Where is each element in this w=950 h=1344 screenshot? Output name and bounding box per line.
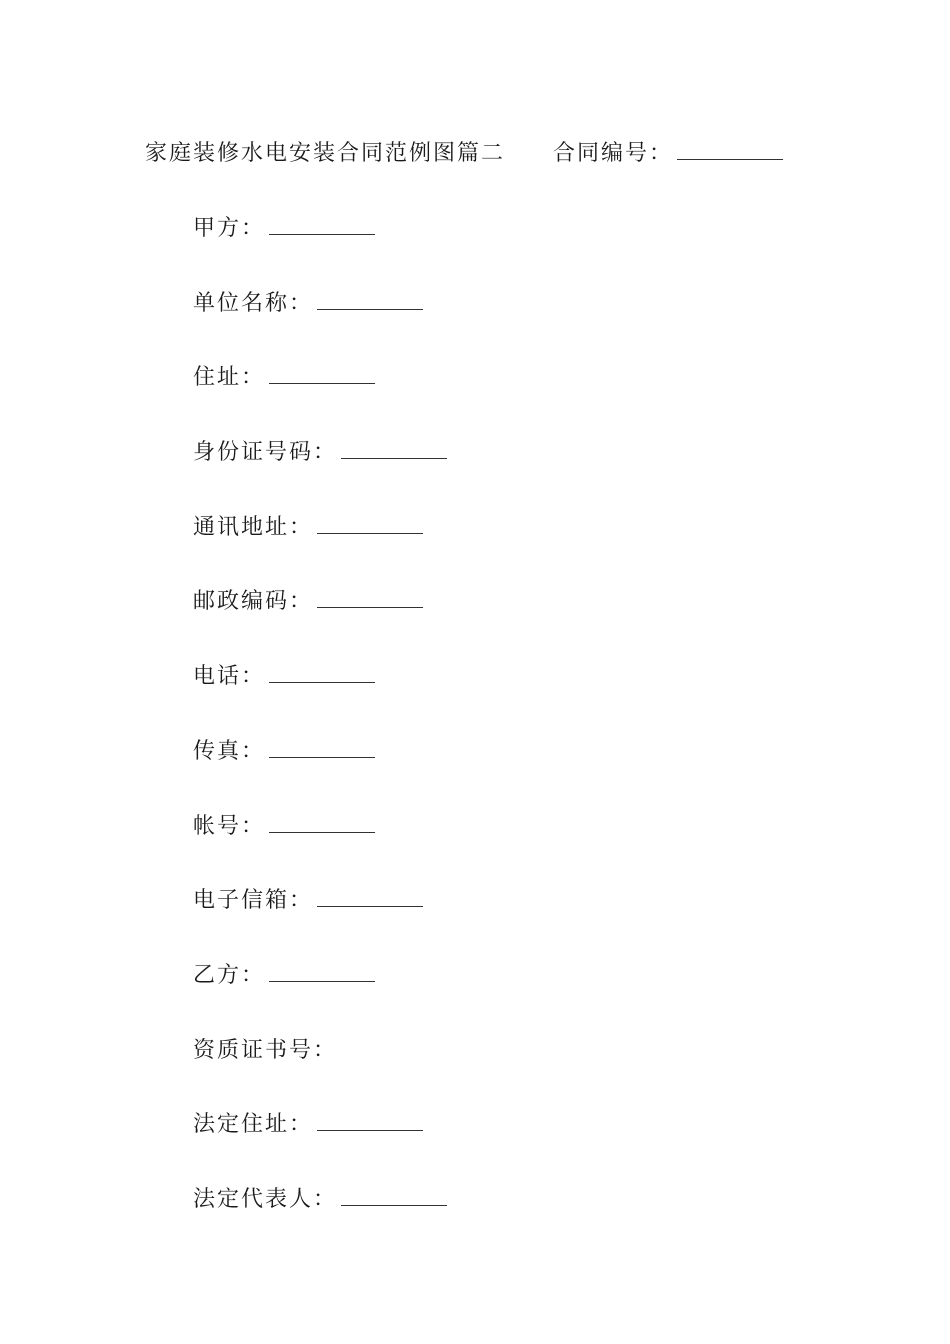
form-field-row: [193, 360, 447, 435]
form-field-row: [193, 435, 447, 510]
form-field-row: [193, 958, 447, 1033]
field-blank-line: [341, 440, 447, 459]
field-label: 住址：: [193, 365, 266, 391]
field-label: 法定代表人：: [193, 1186, 338, 1212]
contract-number-field: [553, 136, 783, 167]
form-field-row: [193, 734, 447, 809]
field-label: 电话：: [193, 664, 266, 690]
field-label: 身份证号码：: [193, 440, 338, 466]
field-blank-line: [269, 814, 375, 833]
field-label: 单位名称：: [193, 290, 314, 316]
contract-number-label: 合同编号：: [553, 141, 674, 166]
field-blank-line: [269, 664, 375, 683]
field-blank-line: [341, 1187, 447, 1206]
field-blank-line: [269, 365, 375, 384]
field-label: 乙方：: [193, 962, 266, 988]
contract-number-blank: [677, 141, 783, 160]
form-field-row: [193, 1107, 447, 1182]
field-label: 资质证书号：: [193, 1037, 338, 1063]
field-label: 法定住址：: [193, 1112, 314, 1138]
form-field-row: [193, 883, 447, 958]
form-field-row: [193, 1033, 447, 1108]
form-field-row: [193, 286, 447, 361]
form-field-row: [193, 584, 447, 659]
field-blank-line: [317, 888, 423, 907]
field-blank-line: [317, 589, 423, 608]
field-blank-line: [317, 291, 423, 310]
header-line: [145, 136, 783, 167]
field-blank-line: [317, 1112, 423, 1131]
party-info-fields: [193, 211, 447, 1257]
field-label: 电子信箱：: [193, 888, 314, 914]
form-field-row: [193, 659, 447, 734]
document-title: 家庭装修水电安装合同范例图篇二: [145, 141, 506, 166]
form-field-row: [193, 211, 447, 286]
field-label: 邮政编码：: [193, 589, 314, 615]
field-label: 通讯地址：: [193, 514, 314, 540]
field-label: 甲方：: [193, 216, 266, 241]
field-label: 传真：: [193, 738, 266, 764]
field-label: 帐号：: [193, 813, 266, 839]
field-blank-line: [269, 216, 375, 235]
field-blank-line: [269, 739, 375, 758]
field-blank-line: [317, 515, 423, 534]
form-field-row: [193, 809, 447, 884]
form-field-row: [193, 510, 447, 585]
field-blank-line: [269, 963, 375, 982]
form-field-row: [193, 1182, 447, 1257]
